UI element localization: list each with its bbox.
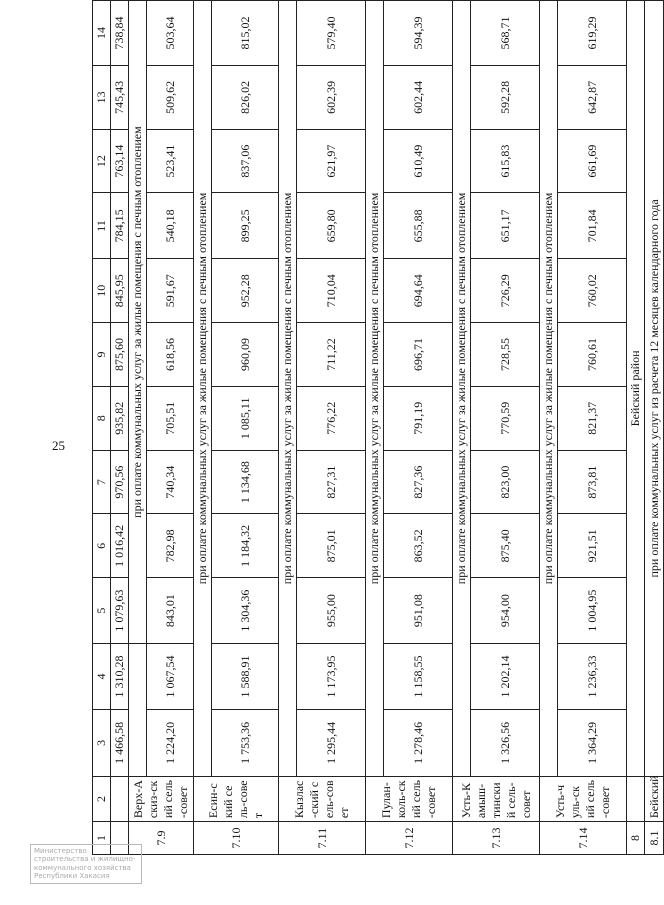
price-cell: 763,14 — [111, 129, 129, 193]
column-number: 4 — [93, 644, 111, 710]
page-number: 25 — [52, 438, 65, 453]
caption-row — [279, 1, 297, 855]
column-number: 3 — [93, 709, 111, 776]
price-cell: 591,67 — [147, 259, 194, 323]
price-cell: 1 310,28 — [111, 644, 129, 710]
stove-caption: при оплате коммунальных услуг за жилые помещения с печным отоплением — [453, 1, 471, 777]
price-cell: 1 016,42 — [111, 514, 129, 578]
price-cell: 954,00 — [471, 578, 540, 644]
row-number: 7.14 — [540, 822, 627, 855]
price-cell: 618,56 — [147, 323, 194, 387]
price-cell: 843,01 — [147, 578, 194, 644]
price-cell: 694,64 — [384, 259, 453, 323]
price-cell: 1 184,32 — [212, 514, 279, 578]
column-number: 7 — [93, 450, 111, 514]
blank-cell — [627, 776, 645, 821]
row-number: 7.10 — [194, 822, 279, 855]
price-cell: 821,37 — [558, 386, 627, 450]
stove-caption: при оплате коммунальных услуг за жилые помещения с печным отоплением — [540, 1, 558, 777]
caption-row — [453, 1, 471, 855]
row-number: 7.11 — [279, 822, 366, 855]
column-number: 12 — [93, 129, 111, 193]
price-cell: 970,56 — [111, 450, 129, 514]
stove-caption: при оплате коммунальных услуг за жилые помещения с печным отоплением — [194, 1, 212, 777]
header-row — [93, 1, 111, 855]
municipality-name: Верх-Аскиз-ский сель-совет — [129, 776, 194, 821]
blank-cell — [111, 776, 129, 821]
price-cell: 1 326,56 — [471, 709, 540, 776]
row-number: 8.1 — [645, 822, 664, 855]
municipality-name: Бейский — [645, 776, 664, 821]
price-cell: 1 085,11 — [212, 386, 279, 450]
price-cell: 1 278,46 — [384, 709, 453, 776]
column-number: 6 — [93, 514, 111, 578]
price-cell: 592,28 — [471, 65, 540, 129]
column-number: 11 — [93, 193, 111, 259]
price-cell: 826,02 — [212, 65, 279, 129]
price-cell: 776,22 — [297, 386, 366, 450]
reference-row — [111, 1, 129, 855]
caption-row — [194, 1, 212, 855]
column-number: 10 — [93, 259, 111, 323]
municipality-name: Кызлас-ский сель-совет — [279, 776, 366, 821]
price-cell: 1 224,20 — [147, 709, 194, 776]
caption-row — [366, 1, 384, 855]
annual-caption: при оплате коммунальных услуг из расчета 12 месяцев календарного года — [645, 1, 664, 777]
price-cell: 1 067,54 — [147, 644, 194, 710]
price-cell: 1 158,55 — [384, 644, 453, 710]
row-number: 7.12 — [366, 822, 453, 855]
price-cell: 1 134,68 — [212, 450, 279, 514]
price-cell: 1 173,95 — [297, 644, 366, 710]
price-cell: 1 588,91 — [212, 644, 279, 710]
price-cell: 845,95 — [111, 259, 129, 323]
price-cell: 1 295,44 — [297, 709, 366, 776]
price-cell: 642,87 — [558, 65, 627, 129]
price-cell: 955,00 — [297, 578, 366, 644]
caption-row — [129, 1, 147, 855]
municipality-name: Есин-ский сель-совет — [194, 776, 279, 821]
section-row — [627, 1, 645, 855]
price-cell: 823,00 — [471, 450, 540, 514]
table-row — [471, 1, 540, 855]
column-number: 13 — [93, 65, 111, 129]
price-cell: 875,01 — [297, 514, 366, 578]
municipality-name: Усть-Камыш-тинский сель-совет — [453, 776, 540, 821]
price-cell: 701,84 — [558, 193, 627, 259]
price-cell: 655,88 — [384, 193, 453, 259]
price-cell: 615,83 — [471, 129, 540, 193]
price-cell: 738,84 — [111, 1, 129, 66]
table-row — [297, 1, 366, 855]
column-number: 8 — [93, 386, 111, 450]
stove-caption: при оплате коммунальных услуг за жилые помещения с печным отоплением — [279, 1, 297, 777]
price-cell: 1 202,14 — [471, 644, 540, 710]
price-cell: 1 364,29 — [558, 709, 627, 776]
price-cell: 594,39 — [384, 1, 453, 66]
table-row — [384, 1, 453, 855]
price-cell: 760,02 — [558, 259, 627, 323]
price-cell: 540,18 — [147, 193, 194, 259]
price-cell: 503,64 — [147, 1, 194, 66]
price-cell: 509,62 — [147, 65, 194, 129]
table-row — [558, 1, 627, 855]
price-cell: 1 079,63 — [111, 578, 129, 644]
price-cell: 815,02 — [212, 1, 279, 66]
tariff-table — [92, 0, 664, 855]
rotated-page — [92, 0, 661, 855]
stove-caption: при оплате коммунальных услуг за жилые помещения с печным отоплением — [366, 1, 384, 777]
price-cell: 760,61 — [558, 323, 627, 387]
price-cell: 711,22 — [297, 323, 366, 387]
column-number: 2 — [93, 776, 111, 821]
price-cell: 602,44 — [384, 65, 453, 129]
price-cell: 619,29 — [558, 1, 627, 66]
table-row — [212, 1, 279, 855]
municipality-name: Пулан-коль-ский сель-совет — [366, 776, 453, 821]
price-cell: 875,40 — [471, 514, 540, 578]
price-cell: 728,55 — [471, 323, 540, 387]
faded-stamp: Министерство строительства и жилищно-коммунального хозяйства Республики Хакасия — [30, 844, 142, 884]
price-cell: 770,59 — [471, 386, 540, 450]
price-cell: 960,09 — [212, 323, 279, 387]
price-cell: 1 753,36 — [212, 709, 279, 776]
price-cell: 579,40 — [297, 1, 366, 66]
price-cell: 837,06 — [212, 129, 279, 193]
price-cell: 827,31 — [297, 450, 366, 514]
column-number: 9 — [93, 323, 111, 387]
column-number: 5 — [93, 578, 111, 644]
price-cell: 827,36 — [384, 450, 453, 514]
price-cell: 1 466,58 — [111, 709, 129, 776]
price-cell: 621,97 — [297, 129, 366, 193]
table-row — [147, 1, 194, 855]
price-cell: 610,49 — [384, 129, 453, 193]
row-number: 8 — [627, 822, 645, 855]
price-cell: 951,08 — [384, 578, 453, 644]
subsection-row — [645, 1, 664, 855]
blank-cell — [129, 644, 147, 777]
row-number: 7.9 — [129, 822, 194, 855]
price-cell: 568,71 — [471, 1, 540, 66]
price-cell: 745,43 — [111, 65, 129, 129]
caption-row — [540, 1, 558, 855]
price-cell: 651,17 — [471, 193, 540, 259]
row-number: 7.13 — [453, 822, 540, 855]
column-number: 1 — [93, 822, 111, 855]
price-cell: 791,19 — [384, 386, 453, 450]
price-cell: 875,60 — [111, 323, 129, 387]
price-cell: 659,80 — [297, 193, 366, 259]
price-cell: 952,28 — [212, 259, 279, 323]
price-cell: 661,69 — [558, 129, 627, 193]
price-cell: 1 004,95 — [558, 578, 627, 644]
price-cell: 935,82 — [111, 386, 129, 450]
price-cell: 873,81 — [558, 450, 627, 514]
price-cell: 740,34 — [147, 450, 194, 514]
column-number: 14 — [93, 1, 111, 66]
section-title: Бейский район — [627, 1, 645, 777]
price-cell: 710,04 — [297, 259, 366, 323]
stove-caption: при оплате коммунальных услуг за жилые помещения с печным отоплением — [129, 1, 147, 644]
price-cell: 899,25 — [212, 193, 279, 259]
price-cell: 784,15 — [111, 193, 129, 259]
municipality-name: Усть-чуль-ский сель-совет — [540, 776, 627, 821]
price-cell: 696,71 — [384, 323, 453, 387]
price-cell: 726,29 — [471, 259, 540, 323]
price-cell: 921,51 — [558, 514, 627, 578]
price-cell: 523,41 — [147, 129, 194, 193]
price-cell: 1 304,36 — [212, 578, 279, 644]
price-cell: 863,52 — [384, 514, 453, 578]
price-cell: 782,98 — [147, 514, 194, 578]
price-cell: 1 236,33 — [558, 644, 627, 710]
price-cell: 602,39 — [297, 65, 366, 129]
price-cell: 705,51 — [147, 386, 194, 450]
